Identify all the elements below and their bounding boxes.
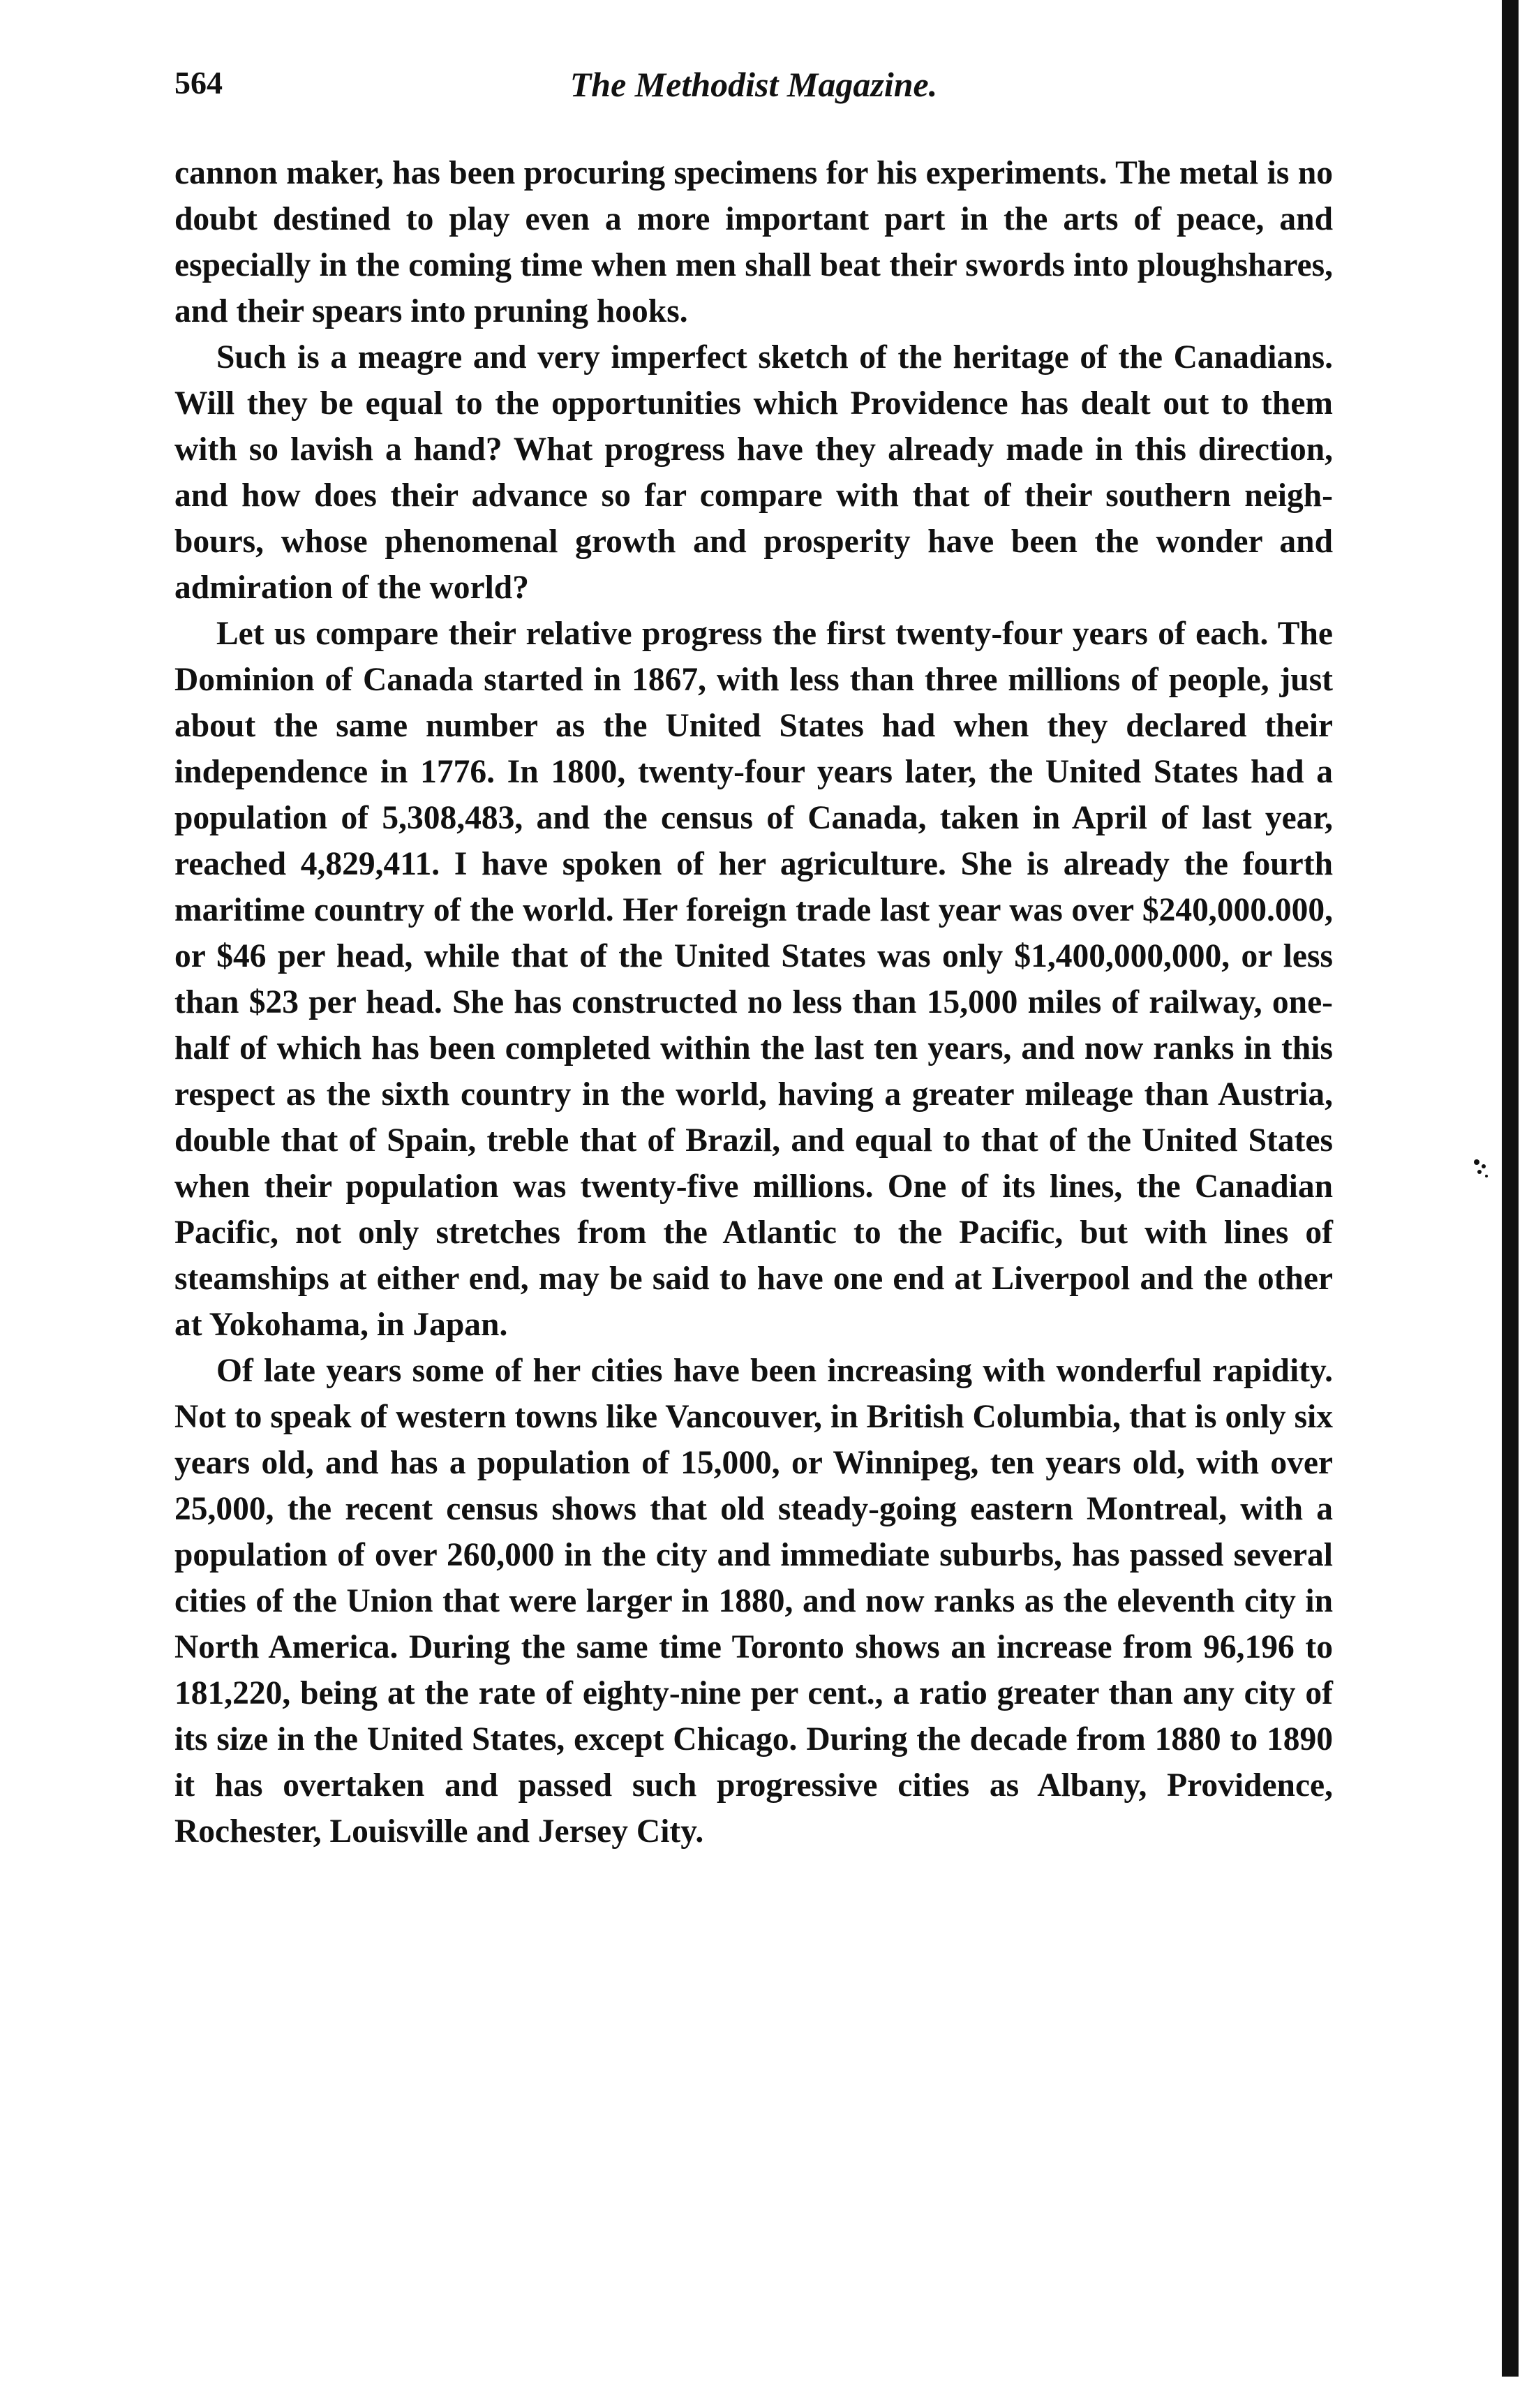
page-number: 564 <box>174 65 223 101</box>
running-title: The Methodist Magazine. <box>569 65 938 104</box>
paragraph-cities: Of late years some of her cities have been increasing with wonderful rapidity. Not to speak of western towns like Vancouver, in British Columbia, that is only six years old, and has a population of 15,000, or Winnipeg, ten years old, with over 25,000, the recent census shows that old steady-going eastern Montreal, with a population of over 260,000 in the city and immediate suburbs, has passed several cities of the Union that were larger in 1880, and now ranks as the eleventh city in North America. During the same time Toronto shows an increase from 96,196 to 181,220, being at the rate of eighty-nine per cent., a ratio greater than any city of its size in the United States, except Chicago. During the decade from 1880 to 1890 it has overtaken and passed such progressive cities as Albany, Providence, Rochester, Louisville and Jersey City. <box>174 1353 1333 1850</box>
paragraph-heritage: Such is a meagre and very imperfect sketch of the heritage of the Canadians. Will they be equal to the opportunities which Providence has dealt out to them with so lavish a hand? What progress have they already made in this direction, and how does their advance so far compare with that of their southern neighbours, whose phenomenal growth and prosperity have been the wonder and admiration of the world? <box>174 339 1333 606</box>
paragraph-progress-comparison: Let us compare their relative progress the first twenty-four years of each. The Dominion of Canada started in 1867, with less than three millions of people, just about the same number as the United States had when they declared their independence in 1776. In 1800, twenty-four years later, the United States had a population of 5,308,483, and the census of Canada, taken in April of last year, reached 4,829,411. I have spoken of her agriculture. She is already the fourth maritime country of the world. Her foreign trade last year was over $240,000.000, or $46 per head, while that of the United States was only $1,400,000,000, or less than $23 per head. She has constructed no less than 15,000 miles of railway, one-half of which has been completed within the last ten years, and now ranks in this respect as the sixth country in the world, having a greater mileage than Austria, double that of Spain, treble that of Brazil, and equal to that of the United States when their population was twenty-five millions. One of its lines, the Canadian Pacific, not only stretches from the Atlantic to the Pacific, but with lines of steamships at either end, may be said to have one end at Liverpool and the other at Yokohama, in Japan. <box>174 616 1333 1343</box>
paragraph-continuation: cannon maker, has been procuring specimens for his experiments. The metal is no doubt destined to play even a more important part in the arts of peace, and especially in the coming time when men shall beat their swords into ploughshares, and their spears into pruning hooks. <box>174 155 1333 329</box>
article-body <box>174 150 1333 1855</box>
page-header <box>174 64 1333 113</box>
scan-edge-rule <box>1502 0 1519 2377</box>
scan-speck-icon <box>1471 1155 1492 1183</box>
